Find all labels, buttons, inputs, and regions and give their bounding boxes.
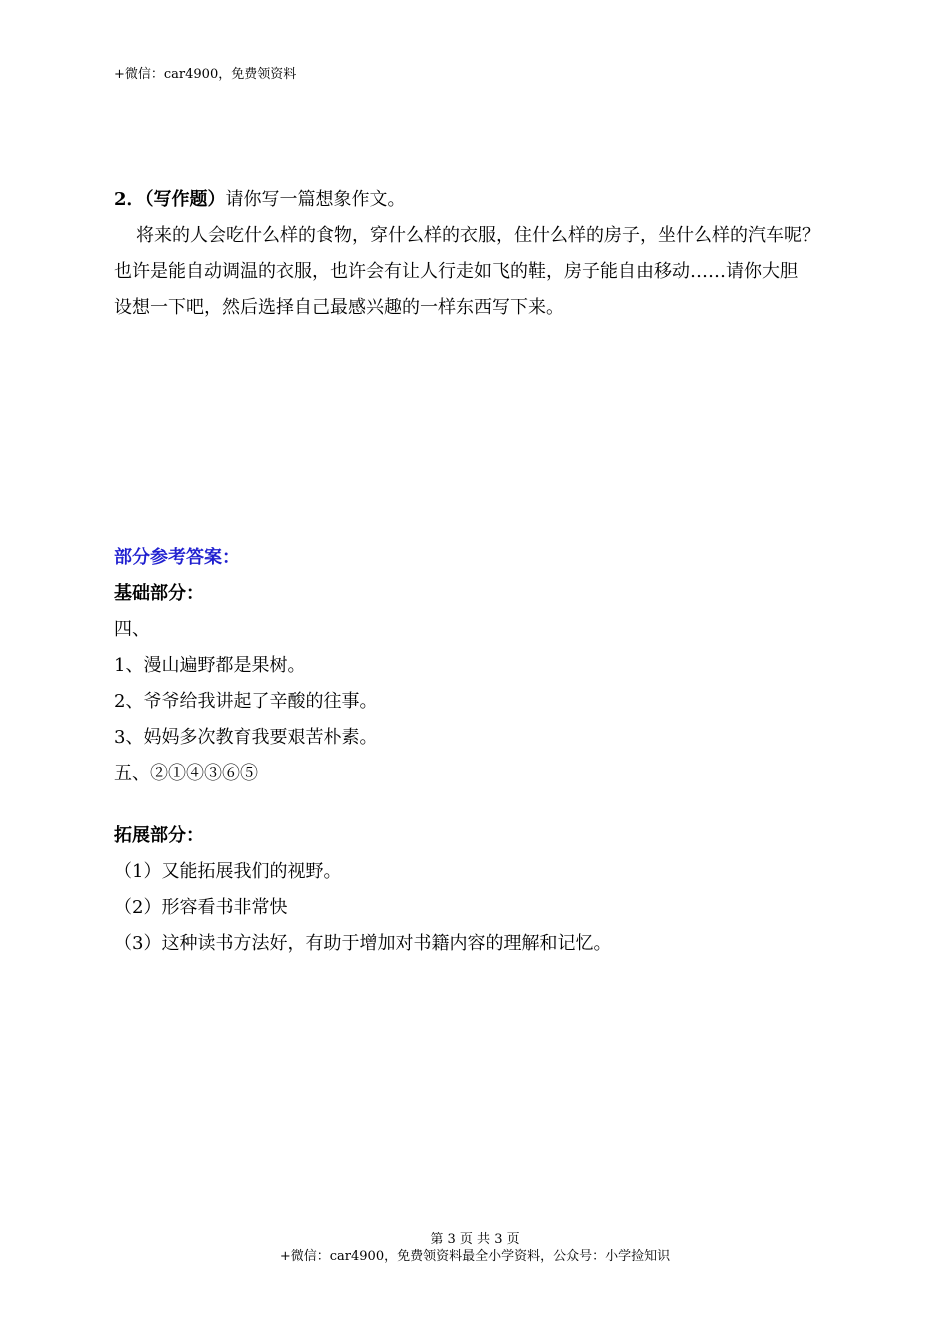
writing-question (114, 182, 854, 326)
section-five-answer: 五、②①④③⑥⑤ (114, 763, 258, 784)
reference-answers (114, 540, 854, 792)
footer-note: +微信：car4900，免费领资料最全小学资料，公众号：小学捡知识 (279, 1249, 671, 1264)
question-type: （写作题） (144, 189, 226, 210)
answer-item: 3、妈妈多次教育我要艰苦朴素。 (114, 727, 378, 748)
extension-title: 拓展部分： (114, 825, 204, 846)
question-body-line: 将来的人会吃什么样的食物，穿什么样的衣服，住什么样的房子，坐什么样的汽车呢？ (136, 225, 820, 246)
extension-item: （3）这种读书方法好，有助于增加对书籍内容的理解和记忆。 (114, 933, 612, 954)
question-heading (114, 182, 854, 218)
question-body-line: 也许是能自动调温的衣服，也许会有让人行走如飞的鞋，房子能自由移动……请你大胆 (114, 261, 798, 282)
extension-item: （1）又能拓展我们的视野。 (114, 861, 342, 882)
section-four-label: 四、 (114, 619, 150, 640)
answers-title: 部分参考答案： (114, 547, 240, 568)
header-note: +微信：car4900，免费领资料 (114, 67, 297, 82)
answer-item: 1、漫山遍野都是果树。 (114, 655, 306, 676)
extension-item: （2）形容看书非常快 (114, 897, 288, 918)
basic-section-title: 基础部分： (114, 583, 204, 604)
extension-answers (114, 818, 854, 962)
question-number: 2． (114, 189, 145, 210)
question-prompt: 请你写一篇想象作文。 (225, 189, 406, 210)
answer-item: 2、爷爷给我讲起了辛酸的往事。 (114, 691, 378, 712)
footer-page-number: 第 3 页 共 3 页 (430, 1232, 520, 1247)
question-body-line: 设想一下吧，然后选择自己最感兴趣的一样东西写下来。 (114, 297, 564, 318)
